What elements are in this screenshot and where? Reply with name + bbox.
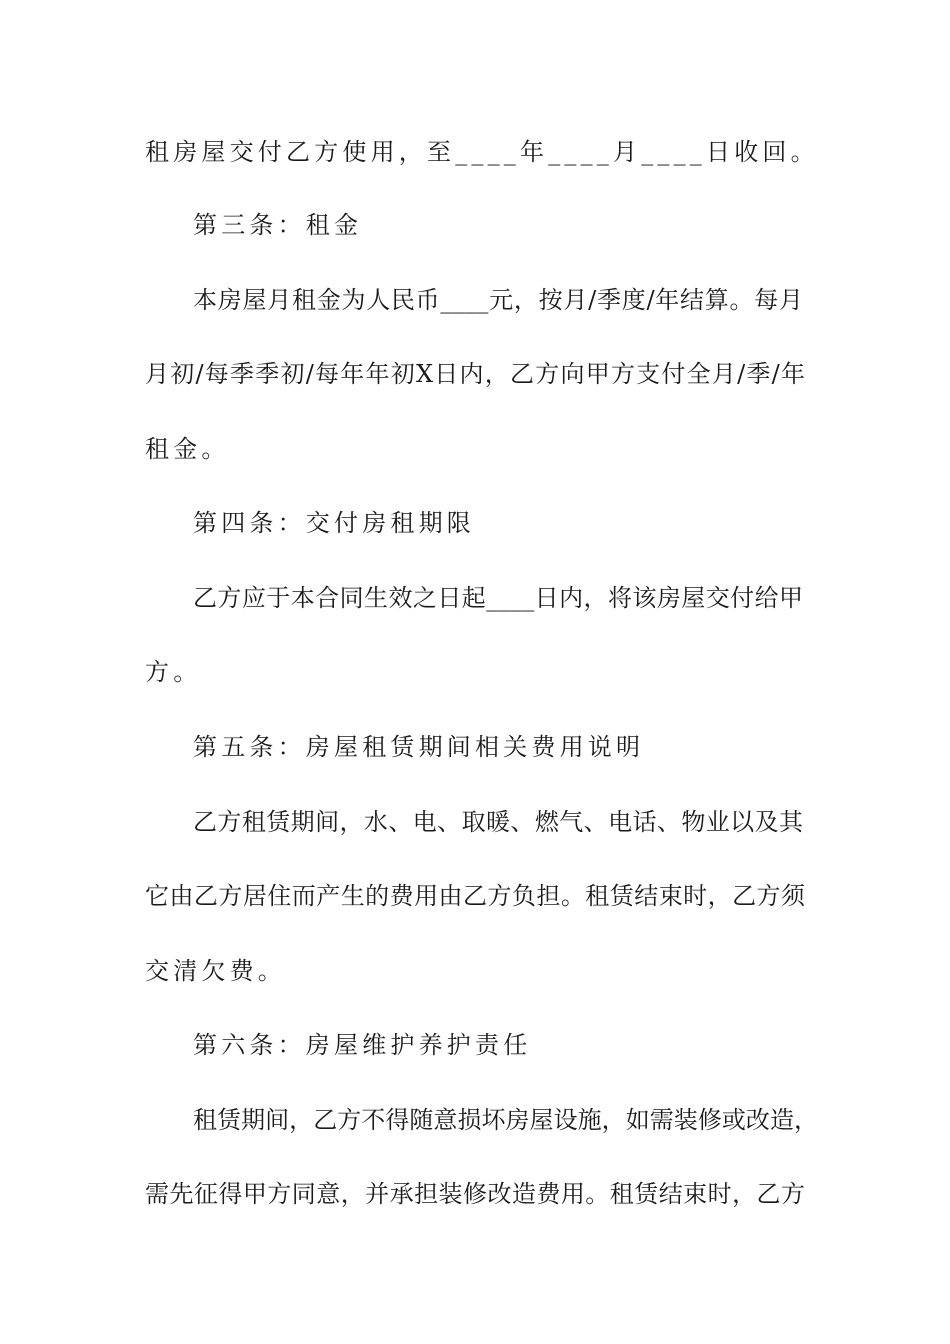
section-heading-article-3: 第三条：租金: [193, 211, 363, 239]
body-text-line: 方。: [145, 658, 202, 686]
body-text-line: 租赁期间，乙方不得随意损坏房屋设施，如需装修或改造，: [193, 1106, 818, 1134]
body-text-line: 乙方租赁期间，水、电、取暖、燃气、电话、物业以及其: [193, 808, 803, 836]
body-text-line: 租金。: [145, 435, 230, 463]
body-text-line: 需先征得甲方同意，并承担装修改造费用。租赁结束时，乙方: [145, 1180, 805, 1208]
body-text-line: 它由乙方居住而产生的费用由乙方负担。租赁结束时，乙方须: [145, 882, 805, 910]
section-heading-article-4: 第四条：交付房租期限: [193, 509, 475, 537]
body-text-line: 月初/每季季初/每年年初X日内，乙方向甲方支付全月/季/年: [145, 360, 805, 388]
section-heading-article-6: 第六条：房屋维护养护责任: [193, 1031, 532, 1059]
section-heading-article-5: 第五条：房屋租赁期间相关费用说明: [193, 733, 645, 761]
body-text-line: 本房屋月租金为人民币____元，按月/季度/年结算。每月: [193, 286, 803, 314]
body-text-line: 乙方应于本合同生效之日起____日内，将该房屋交付给甲: [193, 584, 803, 612]
body-text-line: 租房屋交付乙方使用，至____年____月____日收回。: [145, 138, 819, 166]
body-text-line: 交清欠费。: [145, 957, 286, 985]
